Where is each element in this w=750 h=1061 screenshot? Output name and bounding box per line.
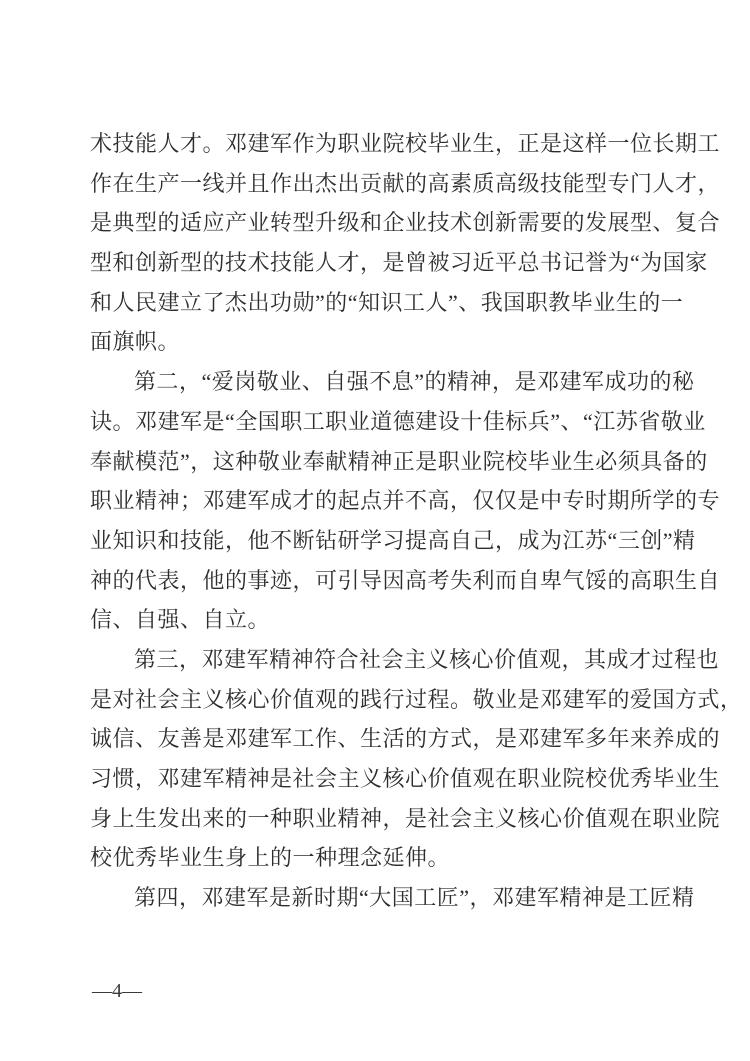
text-line: 作在生产一线并且作出杰出贡献的高素质高级技能型专门人才，	[90, 170, 721, 196]
page-number: —4—	[92, 980, 142, 1002]
text-line: 是对社会主义核心价值观的践行过程。敬业是邓建军的爱国方式，	[90, 686, 743, 712]
text-line: 信、自强、自立。	[90, 607, 271, 633]
text-line: 校优秀毕业生身上的一种理念延伸。	[90, 845, 451, 871]
text-line: 奉献模范”，这种敬业奉献精神正是职业院校毕业生必须具备的	[90, 448, 708, 474]
text-line: 第二，“爱岗敬业、自强不息”的精神，是邓建军成功的秘	[134, 369, 695, 395]
text-line: 业知识和技能，他不断钻研学习提高自己，成为江苏“三创”精	[90, 527, 696, 553]
text-line: 第四，邓建军是新时期“大国工匠”，邓建军精神是工匠精	[134, 885, 695, 911]
text-line: 面旗帜。	[90, 329, 181, 355]
text-line: 诚信、友善是邓建军工作、生活的方式，是邓建军多年来养成的	[90, 726, 721, 752]
text-line: 神的代表，他的事迹，可引导因高考失利而自卑气馁的高职生自	[90, 567, 721, 593]
text-line: 型和创新型的技术技能人才，是曾被习近平总书记誉为“为国家	[90, 250, 708, 276]
text-line: 第三，邓建军精神符合社会主义核心价值观，其成才过程也	[134, 646, 720, 672]
text-line: 诀。邓建军是“全国职工职业道德建设十佳标兵”、“江苏省敬业	[90, 408, 706, 434]
text-line: 术技能人才。邓建军作为职业院校毕业生，正是这样一位长期工	[90, 131, 721, 156]
body-text-block	[90, 124, 743, 918]
text-line: 职业精神；邓建军成才的起点并不高，仅仅是中专时期所学的专	[90, 488, 721, 514]
text-line: 是典型的适应产业转型升级和企业技术创新需要的发展型、复合	[90, 210, 721, 236]
text-line: 身上生发出来的一种职业精神，是社会主义核心价值观在职业院	[90, 805, 721, 831]
text-line: 习惯，邓建军精神是社会主义核心价值观在职业院校优秀毕业生	[90, 766, 721, 791]
text-line: 和人民建立了杰出功勋”的“知识工人”、我国职教毕业生的一	[90, 289, 684, 315]
